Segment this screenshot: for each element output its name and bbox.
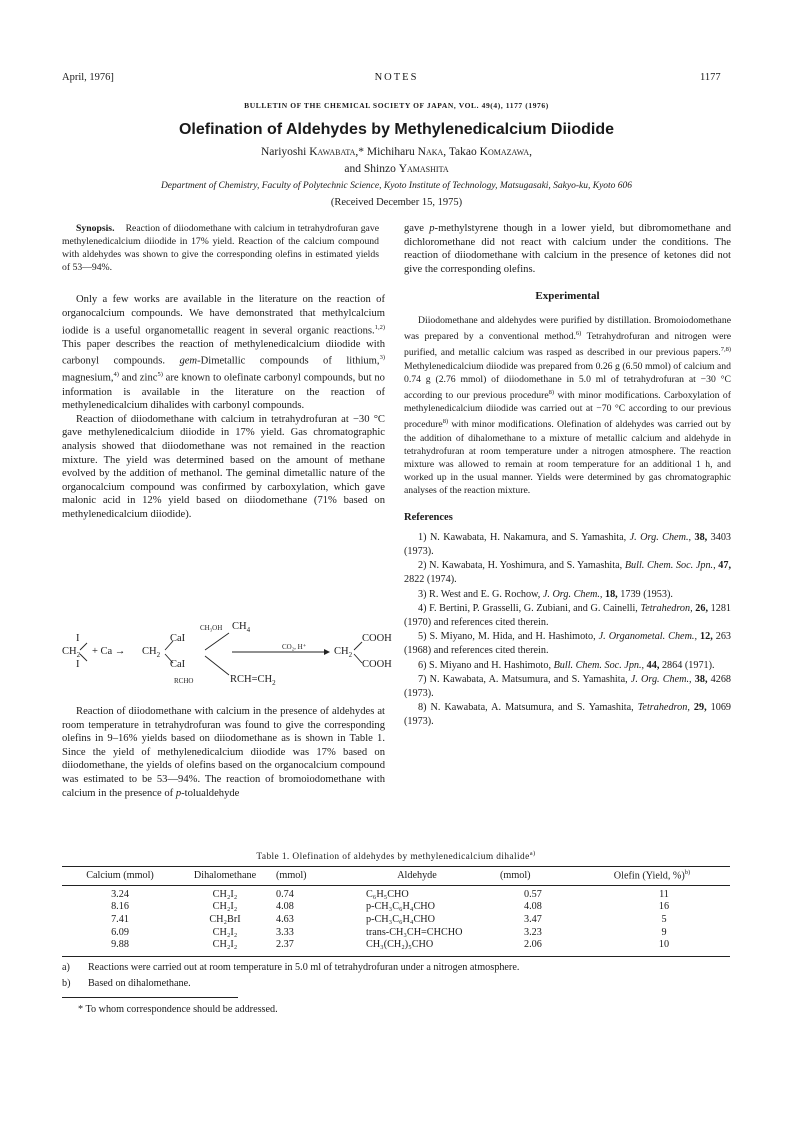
reference-journal: Tetrahedron, [640,602,693,614]
reference-journal: J. Organometal. Chem., [598,631,698,643]
left-column [62,222,385,521]
reference-rest: 1739 (1953). [617,588,673,600]
reference-vol: 18, [604,588,618,600]
reference-n: 6) [418,659,427,671]
scheme-label: $RCH=CH_2$ [230,674,276,688]
table-cell: 3.24 [111,888,129,900]
reference-journal: J. Org. Chem., [629,531,692,543]
scheme-bonds [62,630,392,700]
table-cell: 4.08 [276,901,294,913]
table-cell: 3.23 [524,926,542,938]
olefination-paragraph: Reaction of diiodomethane with calcium in the presence of aldehydes at room temperature in tetrahydrofuran was found to give the corresponding olefins in 9–16% yields based on diiodomethane as is shown in Table 1. Since the yield of methylenedicalcium diiodide was 17% based on diiodomethane, the yields of olefins based on the organocalcium compound was estimated to be 53—94%. The reaction of bromoiodomethane with calcium in the presence of p-tolualdehyde [62,706,385,799]
header-date: April, 1976] [62,72,114,83]
table-cell: CH₂I₂ [212,939,238,951]
table-cell: 3.47 [524,913,542,925]
scheme-label: CO₂, H⁺ [282,643,307,651]
header-page: 1177 [700,72,721,83]
column-header: (mmol) [276,869,307,881]
table-body [62,888,730,951]
table-cell: CH₂I₂ [212,888,238,900]
author-name: Yamashita [398,163,449,175]
reference-journal: J. Org. Chem., [542,588,603,600]
table-body-rows [62,888,730,951]
scheme-label: $CH_2$ [142,646,161,660]
reference-rest: 4268 (1973). [404,673,732,699]
reference-rest: 1281 (1970) and references cited therein. [404,602,732,628]
reference-n: 8) [418,702,427,714]
reference-n: 5) [418,631,427,643]
experimental-heading: Experimental [535,290,600,303]
table-row [62,938,730,951]
table-cell: CH₂BrI [209,913,241,925]
reference-authors: N. Kawabata, A. Matsumura, and S. Yamashita, [429,673,628,685]
scheme-label: CaI [170,659,186,670]
affiliation: Department of Chemistry, Faculty of Polytechnic Science, Kyoto Institute of Technology, Matsugasaki, Sakyo-ku, Kyoto 606 [160,181,633,191]
table-cell: 3.33 [276,926,294,938]
reference-item [404,531,731,559]
reference-rest: 263 (1968) and references cited therein. [404,631,732,657]
table-header-row [62,869,730,882]
reference-vol: 44, [646,659,660,671]
reference-authors: S. Miyano and H. Hashimoto, [429,659,552,671]
reference-item [404,602,731,630]
table-cell: trans-CH₃CH=CHCHO [366,926,463,938]
reference-n: 4) [418,602,427,614]
table-cell: C₆H₅CHO [366,888,409,900]
reference-rest: 1069 (1973). [404,702,732,728]
data-table [62,869,730,882]
table-rule-mid [62,885,730,886]
reference-item [404,630,731,658]
reference-authors: N. Kawabata, A. Matsumura, and S. Yamashita, [430,702,634,714]
authors-line-1: Nariyoshi Kawabata,* Michiharu Naka, Takao Komazawa, [261,146,532,158]
table-cell: 0.74 [276,888,294,900]
table-cell: CH₂I₂ [212,901,238,913]
reference-n: 2) [418,560,427,572]
synopsis: Synopsis. Reaction of diiodomethane with calcium in tetrahydrofuran gave methylenedicalcium diiodide in 17% yield. Reaction of the calcium compound with aldehydes was shown to give the corresponding olefins in estimated yields of 53—94%. [62,223,380,274]
reference-rest: 3403 (1973). [404,531,732,557]
reference-rest: 2864 (1971). [659,659,715,671]
header-section: NOTES [374,72,419,83]
reference-journal: Bull. Chem. Soc. Jpn., [624,560,716,572]
reference-journal: Bull. Chem. Soc. Jpn., [553,659,645,671]
experimental-text: Diiodomethane and aldehydes were purified by distillation. Bromoiodomethane was prepared by a conventional method.$^{6)}$ Tetrahydrofuran and nitrogen were purified, and metallic calcium was rasped as described in our previous papers.$^{7,8)}$ Methylenedicalcium diiodide was prepared from 0.26 g (6.50 mmol) of calcium and 0.74 g (2.76 mmol) of diiodomethane in 5.0 ml of tetrahydrofuran at −30 °C according to our previous procedure$^{8)}$ with minor modifications. Carboxylation of methylenedicalcium diiodide was carried out at −70 °C according to our previous procedure$^{8)}$ with minor modifications. Olefination of aldehydes was carried out by the addition of dihalomethane to a mixture of metallic calcium and aldehyde in tetrahydrofuran at room temperature under a nitrogen atmosphere. The reaction mixture was allowed to remain at room temperature for an additional 1 h, and worked up in the usual manner. Yields were determined by gas chromatographic analyses of the reaction mixture. [404,314,732,497]
scheme-label: RCHO [174,677,194,685]
reaction-scheme [62,621,392,700]
reference-vol: 47, [718,560,732,572]
reference-vol: 38, [694,531,708,543]
table-row [62,913,730,926]
table-cell: 9.88 [111,939,129,951]
references-list [404,531,731,730]
table-row [62,926,730,939]
reference-journal: J. Org. Chem., [630,673,692,685]
table-caption: Table 1. Olefination of aldehydes by methylenedicalcium dihalide$^{a)}$ [256,850,536,863]
table-cell: 7.41 [111,913,129,925]
table-cell: CH₃(CH₂)₅CHO [366,939,434,951]
column-header: Aldehyde [397,869,437,881]
column-header: Olefin (Yield, %)$^{b)}$ [613,869,691,882]
reference-vol: 12, [700,631,713,643]
reference-authors: R. West and E. G. Rochow, [429,588,541,600]
scheme-label: COOH [362,633,392,644]
table-note-b: b) Based on dihalomethane. [62,978,191,989]
reference-authors: F. Bertini, P. Grasselli, G. Zubiani, and G. Cainelli, [429,602,638,614]
reference-n: 3) [418,588,427,600]
scheme-label: CaI [170,633,186,644]
table-cell: 0.57 [524,888,542,900]
table-cell: 5 [661,913,667,925]
reference-item [404,673,731,701]
references-heading: References [404,512,453,524]
authors-line-2: and Shinzo Yamashita [344,163,449,175]
reference-vol: 38, [694,673,708,685]
table-cell: 11 [659,888,669,900]
journal-line: BULLETIN OF THE CHEMICAL SOCIETY OF JAPAN, VOL. 49(4), 1177 (1976) [244,101,549,110]
reference-authors: N. Kawabata, H. Yoshimura, and S. Yamashita, [429,560,623,572]
column-header: Dihalomethane [193,869,257,881]
reference-vol: 26, [695,602,709,614]
reaction-paragraph: Reaction of diiodomethane with calcium in tetrahydrofuran at −30 °C gave methylenedicalcium diiodide in 17% yield. Gas chromatographic analysis showed that diiodomethane was not remained in the reaction mixture. The yield was determined based on the amount of methane evolved by the addition of methanol. The geminal dimetallic nature of the organocalcium compound was confirmed by carboxylation, which gave malonic acid in 12% yield based on diiodomethane (71% based on methylenedicalcium diiodide). [62,413,385,520]
author-name: Komazawa [479,146,530,158]
reference-journal: Tetrahedron, [637,702,690,714]
table-cell: 9 [661,926,667,938]
table-cell: CH₂I₂ [212,926,238,938]
scheme-label: I [76,659,80,670]
received-date: (Received December 15, 1975) [330,197,463,208]
column-header: (mmol) [500,869,531,881]
reference-item [404,659,731,673]
table-cell: 8.16 [111,901,129,913]
continued-paragraph: gave p-methylstyrene though in a lower yield, but dibromomethane and dichloromethane did not react with calcium under the conditions. The reaction of diiodomethane with calcium in the presence of ketones did not give the corresponding olefins. [404,223,731,275]
table-cell: p-CH₃C₆H₄CHO [366,913,435,925]
table-cell: 16 [658,901,670,913]
footnote-rule [62,997,238,998]
table-rule-bottom [62,956,730,957]
table-cell: 2.37 [276,939,294,951]
reference-item [404,559,731,587]
table-row [62,888,730,901]
table-1 [62,869,730,882]
table-note-a: a) Reactions were carried out at room temperature in 5.0 ml of tetrahydrofuran under a nitrogen atmosphere. [62,962,520,973]
author-name: Kawabata [309,146,356,158]
column-header: Calcium (mmol) [86,869,154,881]
scheme-label: + Ca → [92,646,126,657]
table-row [62,901,730,914]
scheme-label: $CH_4$ [232,621,251,635]
intro-paragraph: Only a few works are available in the literature on the reaction of organocalcium compounds. We have demonstrated that methylcalcium iodide is a useful organometallic reagent in several organic reactions.$^{1,2)}$ This paper describes the reaction of methylenedicalcium diiodide with carbonyl compounds. gem-Dimetallic compounds of lithium,$^{3)}$ magnesium,$^{4)}$ and zinc$^{5)}$ are known to olefinate carbonyl compounds, but no information is available in the literature on the reaction of methylenedicalcium dihalides with carbonyl compounds. [62,294,385,412]
footnote: * To whom correspondence should be addressed. [78,1004,278,1015]
table-cell: 6.09 [111,926,129,938]
scheme-label: COOH [362,659,392,670]
table-cell: 10 [658,939,670,951]
reference-authors: N. Kawabata, H. Nakamura, and S. Yamashita, [429,531,627,543]
reference-vol: 29, [693,702,707,714]
table-cell: 2.06 [524,939,542,951]
right-column [404,222,731,730]
reference-n: 1) [418,531,427,543]
scheme-label: $CH_2$ [62,646,81,660]
reference-n: 7) [418,673,427,685]
table-cell: p-CH₃C₆H₄CHO [366,901,435,913]
scheme-label: I [76,633,80,644]
article-title: Olefination of Aldehydes by Methylenedicalcium Diiodide [178,121,615,138]
table-cell: 4.63 [276,913,294,925]
table-rule-top [62,866,730,867]
table-cell: 4.08 [524,901,542,913]
scheme-label: CH₃OH [200,624,223,632]
reference-item [404,701,731,729]
scheme-label: $CH_2$ [334,646,353,660]
reference-rest: 2822 (1974). [404,574,457,586]
author-name: Naka [417,146,444,158]
reference-item [404,588,731,602]
reference-authors: S. Miyano, M. Hida, and H. Hashimoto, [429,631,596,643]
